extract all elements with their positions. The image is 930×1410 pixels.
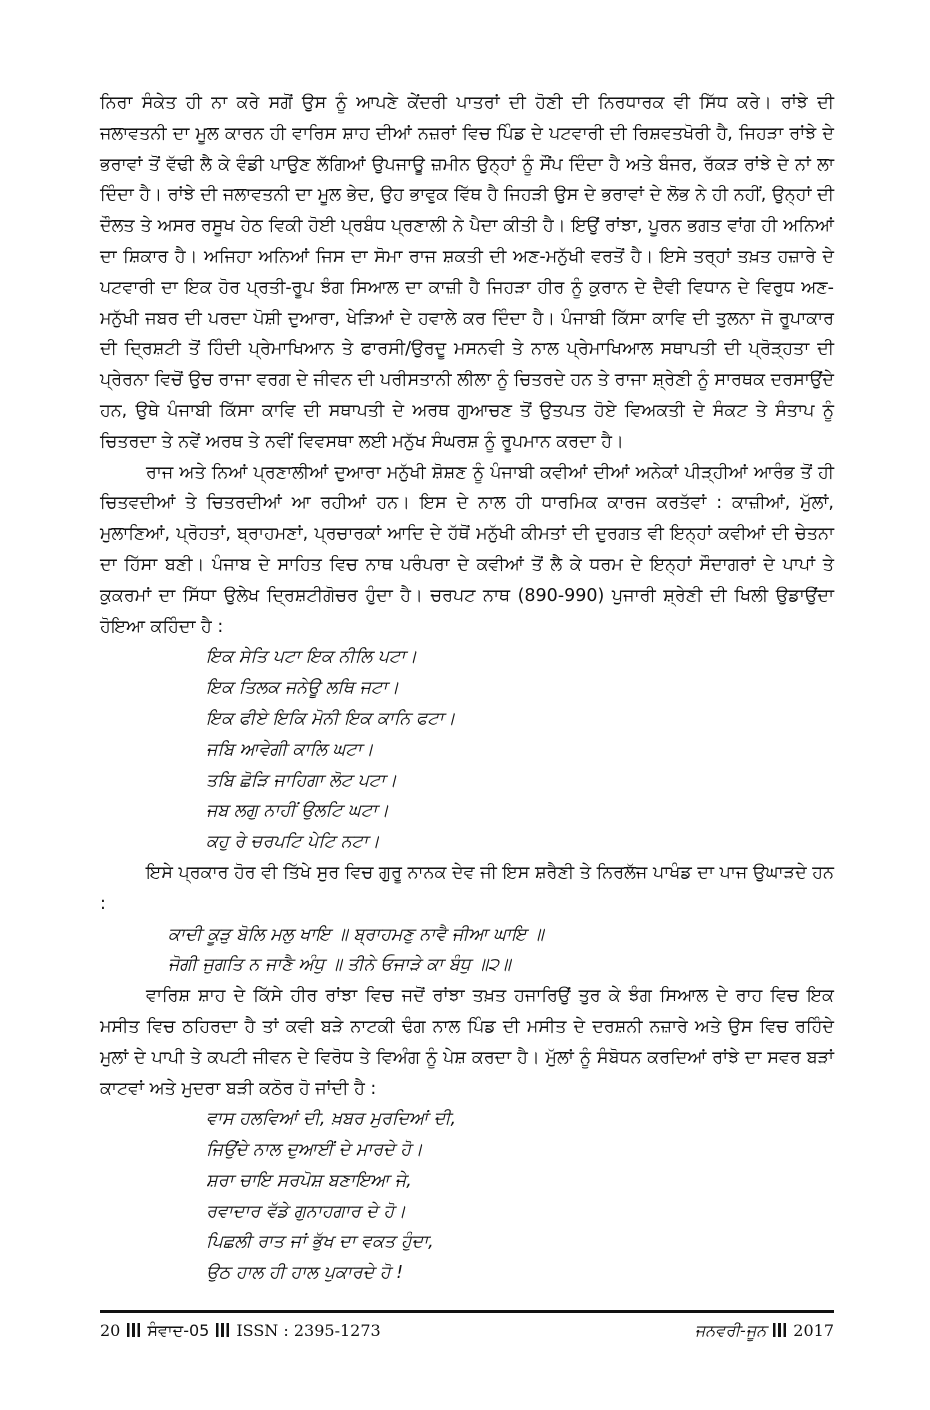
issue-months: ਜਨਵਰੀ-ਜੂਨ [694,1321,767,1340]
page-footer [100,1318,834,1344]
verse-line: ਇਕ ਤਿਲਕ ਜਨੇਊ ਲਥਿ ਜਟਾ। [206,678,400,699]
paragraph-2: ਰਾਜ ਅਤੇ ਨਿਆਂ ਪ੍ਰਣਾਲੀਆਂ ਦੁਆਰਾ ਮਨੁੱਖੀ ਸ਼ੋਸ਼ਣ ਨੂੰ ਪੰਜਾਬੀ ਕਵੀਆਂ ਦੀਆਂ ਅਨੇਕਾਂ ਪੀੜ੍ਹੀਆਂ ਆਰੰਭ ਤੋਂ ਹੀ ਚਿਤਵਦੀਆਂ ਤੇ ਚਿਤਰਦੀਆਂ ਆ ਰਹੀਆਂ ਹਨ। ਇਸ ਦੇ ਨਾਲ ਹੀ ਧਾਰਮਿਕ ਕਾਰਜ ਕਰਤੱਵਾਂ : ਕਾਜ਼ੀਆਂ, ਮੁੱਲਾਂ, ਮੁਲਾਣਿਆਂ, ਪ੍ਰੋਹਤਾਂ, ਬ੍ਰਾਹਮਣਾਂ, ਪ੍ਰਚਾਰਕਾਂ ਆਦਿ ਦੇ ਹੱਥੋਂ ਮਨੁੱਖੀ ਕੀਮਤਾਂ ਦੀ ਦੁਰਗਤ ਵੀ ਇਨ੍ਹਾਂ ਕਵੀਆਂ ਦੀ ਚੇਤਨਾ ਦਾ ਹਿੱਸਾ ਬਣੀ। ਪੰਜਾਬ ਦੇ ਸਾਹਿਤ ਵਿਚ ਨਾਥ ਪਰੰਪਰਾ ਦੇ ਕਵੀਆਂ ਤੋਂ ਲੈ ਕੇ ਧਰਮ ਦੇ ਇਨ੍ਹਾਂ ਸੌਦਾਗਰਾਂ ਦੇ ਪਾਪਾਂ ਤੇ ਕੁਕਰਮਾਂ ਦਾ ਸਿੱਧਾ ਉਲੇਖ ਦ੍ਰਿਸ਼ਟੀਗੋਚਰ ਹੁੰਦਾ ਹੈ। ਚਰਪਟ ਨਾਥ (890-990) ਪੁਜਾਰੀ ਸ਼੍ਰੇਣੀ ਦੀ ਖਿਲੀ ਉਡਾਉਂਦਾ ਹੋਇਆ ਕਹਿੰਦਾ ਹੈ : [100,462,834,637]
verse-line: ਜਬਿ ਆਵੇਗੀ ਕਾਲਿ ਘਟਾ। [206,739,374,760]
verse-line: ਇਕ ਫੀਏ ਇਕਿ ਮੋਨੀ ਇਕ ਕਾਨਿ ਫਟਾ। [206,708,456,729]
verse-line: ਇਕ ਸੇਤਿ ਪਟਾ ਇਕ ਨੀਲਿ ਪਟਾ। [206,647,418,668]
verse-line: ਕਾਦੀ ਕੂੜੁ ਬੋਲਿ ਮਲੁ ਖਾਇ ॥ ਬ੍ਰਾਹਮਣੁ ਨਾਵੈ ਜੀਆ ਘਾਇ ॥ [168,924,544,945]
verse-line: ਵਾਸ ਹਲਵਿਆਂ ਦੀ, ਖ਼ਬਰ ਮੁਰਦਿਆਂ ਦੀ, [206,1109,457,1130]
verse-line: ਜਬ ਲਗੁ ਨਾਹੀਂ ਉਲਟਿ ਘਟਾ। [206,801,389,822]
issue-year: 2017 [793,1321,834,1340]
article-body [100,88,834,1289]
journal-name: ਸੰਵਾਦ-05 [147,1321,210,1340]
verse-nanak [100,920,834,982]
page-number: 20 [100,1321,121,1340]
verse-line: ਸ਼ਰਾ ਚਾਇ ਸਰਪੋਸ਼ ਬਣਾਇਆ ਜੇ, [206,1170,412,1191]
separator-bars-icon [216,1323,229,1337]
footer-left [100,1318,381,1344]
footer-right [695,1318,834,1344]
verse-waris [100,1104,834,1289]
paragraph-3: ਇਸੇ ਪ੍ਰਕਾਰ ਹੋਰ ਵੀ ਤਿੱਖੇ ਸੁਰ ਵਿਚ ਗੁਰੂ ਨਾਨਕ ਦੇਵ ਜੀ ਇਸ ਸ਼ਰੈਣੀ ਤੇ ਨਿਰਲੱਜ ਪਾਖੰਡ ਦਾ ਪਾਜ ਉਘਾੜਦੇ ਹਨ : [100,862,834,914]
paragraph-1: ਨਿਰਾ ਸੰਕੇਤ ਹੀ ਨਾ ਕਰੇ ਸਗੋਂ ਉਸ ਨੂੰ ਆਪਣੇ ਕੇਂਦਰੀ ਪਾਤਰਾਂ ਦੀ ਹੋਣੀ ਦੀ ਨਿਰਧਾਰਕ ਵੀ ਸਿੱਧ ਕਰੇ। ਰਾਂਝੇ ਦੀ ਜਲਾਵਤਨੀ ਦਾ ਮੂਲ ਕਾਰਨ ਹੀ ਵਾਰਿਸ ਸ਼ਾਹ ਦੀਆਂ ਨਜ਼ਰਾਂ ਵਿਚ ਪਿੰਡ ਦੇ ਪਟਵਾਰੀ ਦੀ ਰਿਸ਼ਵਤਖੋਰੀ ਹੈ, ਜਿਹੜਾ ਰਾਂਝੇ ਦੇ ਭਰਾਵਾਂ ਤੋਂ ਵੱਢੀ ਲੈ ਕੇ ਵੰਡੀ ਪਾਉਣ ਲੱਗਿਆਂ ਉਪਜਾਊ ਜ਼ਮੀਨ ਉਨ੍ਹਾਂ ਨੂੰ ਸੌਂਪ ਦਿੰਦਾ ਹੈ ਅਤੇ ਬੰਜਰ, ਰੱਕੜ ਰਾਂਝੇ ਦੇ ਨਾਂ ਲਾ ਦਿੰਦਾ ਹੈ। ਰਾਂਝੇ ਦੀ ਜਲਾਵਤਨੀ ਦਾ ਮੂਲ ਭੇਦ, ਉਹ ਭਾਵੁਕ ਵਿੱਥ ਹੈ ਜਿਹੜੀ ਉਸ ਦੇ ਭਰਾਵਾਂ ਦੇ ਲੋਭ ਨੇ ਹੀ ਨਹੀਂ, ਉਨ੍ਹਾਂ ਦੀ ਦੌਲਤ ਤੇ ਅਸਰ ਰਸੂਖ ਹੇਠ ਵਿਕੀ ਹੋਈ ਪ੍ਰਬੰਧ ਪ੍ਰਣਾਲੀ ਨੇ ਪੈਦਾ ਕੀਤੀ ਹੈ। ਇਉਂ ਰਾਂਝਾ, ਪੂਰਨ ਭਗਤ ਵਾਂਗ ਹੀ ਅਨਿਆਂ ਦਾ ਸ਼ਿਕਾਰ ਹੈ। ਅਜਿਹਾ ਅਨਿਆਂ ਜਿਸ ਦਾ ਸੋਮਾ ਰਾਜ ਸ਼ਕਤੀ ਦੀ ਅਣ-ਮਨੁੱਖੀ ਵਰਤੋਂ ਹੈ। ਇਸੇ ਤਰ੍ਹਾਂ ਤਖ਼ਤ ਹਜ਼ਾਰੇ ਦੇ ਪਟਵਾਰੀ ਦਾ ਇਕ ਹੋਰ ਪ੍ਰਤੀ-ਰੂਪ ਝੰਗ ਸਿਆਲ ਦਾ ਕਾਜ਼ੀ ਹੈ ਜਿਹੜਾ ਹੀਰ ਨੂੰ ਕੁਰਾਨ ਦੇ ਦੈਵੀ ਵਿਧਾਨ ਦੇ ਵਿਰੁਧ ਅਣ-ਮਨੁੱਖੀ ਜਬਰ ਦੀ ਪਰਦਾ ਪੋਸ਼ੀ ਦੁਆਰਾ, ਖੇੜਿਆਂ ਦੇ ਹਵਾਲੇ ਕਰ ਦਿੰਦਾ ਹੈ। ਪੰਜਾਬੀ ਕਿੱਸਾ ਕਾਵਿ ਦੀ ਤੁਲਨਾ ਜੋ ਰੂਪਾਕਾਰ ਦੀ ਦ੍ਰਿਸ਼ਟੀ ਤੋਂ ਹਿੰਦੀ ਪ੍ਰੇਮਾਖਿਆਨ ਤੇ ਫਾਰਸੀ/ਉਰਦੂ ਮਸਨਵੀ ਤੇ ਨਾਲ ਪ੍ਰੇਮਾਖਿਆਲ ਸਥਾਪਤੀ ਦੀ ਪ੍ਰੋੜ੍ਹਤਾ ਦੀ ਪ੍ਰੇਰਨਾ ਵਿਚੋਂ ਉਚ ਰਾਜਾ ਵਰਗ ਦੇ ਜੀਵਨ ਦੀ ਪਰੀਸਤਾਨੀ ਲੀਲਾ ਨੂੰ ਚਿਤਰਦੇ ਹਨ ਤੇ ਰਾਜਾ ਸ਼੍ਰੇਣੀ ਨੂੰ ਸਾਰਥਕ ਦਰਸਾਉਂਦੇ ਹਨ, ਉਥੇ ਪੰਜਾਬੀ ਕਿੱਸਾ ਕਾਵਿ ਦੀ ਸਥਾਪਤੀ ਦੇ ਅਰਥ ਗੁਆਚਣ ਤੋਂ ਉਤਪਤ ਹੋਏ ਵਿਅਕਤੀ ਦੇ ਸੰਕਟ ਤੇ ਸੰਤਾਪ ਨੂੰ ਚਿਤਰਦਾ ਤੇ ਨਵੇਂ ਅਰਥ ਤੇ ਨਵੀਂ ਵਿਵਸਥਾ ਲਈ ਮਨੁੱਖ ਸੰਘਰਸ਼ ਨੂੰ ਰੂਪਮਾਨ ਕਰਦਾ ਹੈ। [100,93,834,452]
issn: ISSN : 2395-1273 [236,1321,381,1340]
verse-line: ਉਠ ਹਾਲ ਹੀ ਹਾਲ ਪੁਕਾਰਦੇ ਹੋ ! [206,1263,404,1284]
verse-charpat [100,642,834,858]
footer-rule [100,1310,834,1313]
separator-bars-icon [127,1323,140,1337]
verse-line: ਕਹੁ ਰੇ ਚਰਪਟਿ ਪੇਟਿ ਨਟਾ। [206,832,380,853]
verse-line: ਪਿਛਲੀ ਰਾਤ ਜਾਂ ਭੁੱਖ ਦਾ ਵਕਤ ਹੁੰਦਾ, [206,1232,434,1253]
verse-line: ਰਵਾਦਾਰ ਵੱਡੇ ਗੁਨਾਹਗਾਰ ਦੇ ਹੋ। [206,1201,406,1222]
verse-line: ਜੋਗੀ ਜੁਗਤਿ ਨ ਜਾਣੈ ਅੰਧੁ ॥ ਤੀਨੇ ਓਜਾੜੇ ਕਾ ਬੰਧੁ ॥੨॥ [168,955,511,976]
paragraph-4: ਵਾਰਿਸ਼ ਸ਼ਾਹ ਦੇ ਕਿੱਸੇ ਹੀਰ ਰਾਂਝਾ ਵਿਚ ਜਦੋਂ ਰਾਂਝਾ ਤਖ਼ਤ ਹਜਾਰਿਉਂ ਤੁਰ ਕੇ ਝੰਗ ਸਿਆਲ ਦੇ ਰਾਹ ਵਿਚ ਇਕ ਮਸੀਤ ਵਿਚ ਠਹਿਰਦਾ ਹੈ ਤਾਂ ਕਵੀ ਬੜੇ ਨਾਟਕੀ ਢੰਗ ਨਾਲ ਪਿੰਡ ਦੀ ਮਸੀਤ ਦੇ ਦਰਸ਼ਨੀ ਨਜ਼ਾਰੇ ਅਤੇ ਉਸ ਵਿਚ ਰਹਿੰਦੇ ਮੁਲਾਂ ਦੇ ਪਾਪੀ ਤੇ ਕਪਟੀ ਜੀਵਨ ਦੇ ਵਿਰੋਧ ਤੇ ਵਿਅੰਗ ਨੂੰ ਪੇਸ਼ ਕਰਦਾ ਹੈ। ਮੁੱਲਾਂ ਨੂੰ ਸੰਬੋਧਨ ਕਰਦਿਆਂ ਰਾਂਝੇ ਦਾ ਸਵਰ ਬੜਾਂ ਕਾਟਵਾਂ ਅਤੇ ਮੁਦਰਾ ਬੜੀ ਕਠੋਰ ਹੋ ਜਾਂਦੀ ਹੈ : [100,986,834,1099]
verse-line: ਜਿਉਂਦੇ ਨਾਲ ਦੁਆਈਂ ਦੇ ਮਾਰਦੇ ਹੋ। [206,1140,423,1161]
separator-bars-icon [773,1323,786,1337]
verse-line: ਤਬਿ ਛੋੜਿ ਜਾਹਿਗਾ ਲੋਟ ਪਟਾ। [206,770,397,791]
